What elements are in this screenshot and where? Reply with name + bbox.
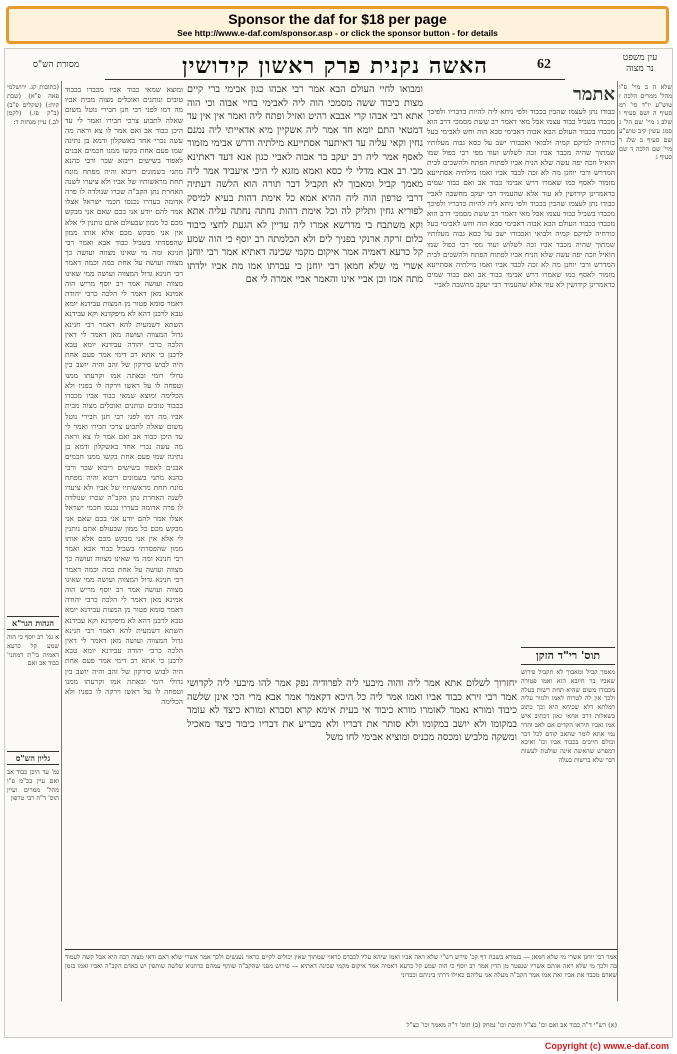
talmud-page xyxy=(4,48,673,1038)
page-number: 62 xyxy=(537,57,551,72)
haghot-hagra-box xyxy=(7,614,59,734)
page-title: האשה נקנית פרק ראשון קידושין xyxy=(182,53,488,79)
sponsor-title[interactable]: Sponsor the daf for $18 per page xyxy=(228,11,447,27)
footer-rule xyxy=(65,949,617,950)
gemara-opening-word: אתמר xyxy=(572,84,615,105)
column-divider xyxy=(61,81,62,1001)
tosafot-heading: תוס' רי"ד הזקן xyxy=(521,647,615,665)
masoret-hashas-label: מסורת הש"ס xyxy=(32,60,80,70)
sponsor-subtitle[interactable]: See http://www.e-daf.com/sponsor.asp - or click the sponsor button - for details xyxy=(177,28,498,38)
header-rule xyxy=(105,79,565,80)
ein-mishpat-label: עין משפט נר מצוה xyxy=(622,53,658,74)
sponsor-banner[interactable] xyxy=(6,6,669,44)
gilyon-hashas-text: גמ' עד היכן כבוד אב ואם עיין בכ"מ פ"ו מהל' ממרים ועיין תוס' ד"ה רבי טרפון xyxy=(7,768,59,803)
copyright-link[interactable]: Copyright (c) www.e-daf.com xyxy=(544,1041,669,1051)
footer-bottom-note: (א) רש"י ד"ה כבוד אב ואם וכו' כצ"ל ותיבת וכו' נמחק (ב) תוס' ד"ה מאמך וכו' כצ"ל xyxy=(406,1021,617,1029)
left-commentary-column: ומוצא שמאי כבוד אביו מכבדו בכבוד טובים ונותנים ואוכלים מצוה מבית אביו מה דמו לפני רבי חנן חבירי נוטל משום שאלה לתבוע צרכי חבירו ואמר לי עד היכן כבוד אב ואם אמר לו צא וראה מה עשה נכרי אחד באשקלון ודמא בן נתינה שמו פעם אחת בקשו ממנו חכמים אבנים לאפוד בשישים ריבוא שכר ורבי כהנא מתני בשמונים ריבוא והיה מפתח מונח תחת מראשותיו של אביו ולא ציערו לשנה האחרת נתן הקב"ה שכרו שנולדה לו פרה אדומה בעדרו נכנסו חכמי ישראל אצלו אמר להם יודע אני בכם שאם אני מבקש מכם כל ממון שבעולם אתם נותנין לי אלא אין אני מבקש מכם אלא אותו ממון שהפסדתי בשביל כבוד אבא ואמר רבי חנינא ומה מי שאינו מצווה ועושה כך מצווה ועושה על אחת כמה וכמה דאמר רבי חנינא גדול המצווה ועושה ממי שאינו מצווה ועושה אמר רב יוסף מריש הוה אמינא מאן דאמר לי הלכה כרבי יהודה דאמר סומא פטור מן המצות עבידנא יומא טבא לרבנן דהא לא מיפקדנא וקא עבידנא השתא דשמעית להא דאמר רבי חנינא גדול המצווה ועושה מאן דאמר לי דאין הלכה כרבי יהודה עבידנא יומא טבא לרבנן כי אתא רב דימי אמר פעם אחת היה לבוש סירקון של זהב והיה יושב בין גדולי רומי ובאתה אמו וקרעתו ממנו וטפחה לו על ראשו וירקה לו בפניו ולא הכלימה ומוצא שמאי כבוד אביו מכבדו בכבוד טובים ונותנים ואוכלים מצוה מבית אביו מה דמו לפני רבי חנן חבירי נוטל משום שאלה לתבוע צרכי חבירו ואמר לי עד היכן כבוד אב ואם אמר לו צא וראה מה עשה נכרי אחד באשקלון ודמא בן נתינה שמו פעם אחת בקשו ממנו חכמים אבנים לאפוד בשישים ריבוא שכר ורבי כהנא מתני בשמונים ריבוא והיה מפתח מונח תחת מראשותיו של אביו ולא ציערו לשנה האחרת נתן הקב"ה שכרו שנולדה לו פרה אדומה בעדרו נכנסו חכמי ישראל אצלו אמר להם יודע אני בכם שאם אני מבקש מכם כל ממון שבעולם אתם נותנין לי אלא אין אני מבקש מכם אלא אותו ממון שהפסדתי בשביל כבוד אבא ואמר רבי חנינא ומה מי שאינו מצווה ועושה כך מצווה ועושה על אחת כמה וכמה דאמר רבי חנינא גדול המצווה ועושה ממי שאינו מצווה ועושה אמר רב יוסף מריש הוה אמינא מאן דאמר לי הלכה כרבי יהודה דאמר סומא פטור מן המצות עבידנא יומא טבא לרבנן דהא לא מיפקדנא וקא עבידנא השתא דשמעית להא דאמר רבי חנינא גדול המצווה ועושה מאן דאמר לי דאין הלכה כרבי יהודה עבידנא יומא טבא לרבנן כי אתא רב דימי אמר פעם אחת היה לבוש סירקון של זהב והיה יושב בין גדולי רומי ובאתה אמו וקרעתו ממנו וטפחה לו על ראשו וירקה לו בפניו ולא הכלימה xyxy=(65,85,183,707)
tosafot-text: מאמך קביל ומאבוך לא תקביל פירוש שאביו בר חיובא הוא ואמו פטורה מכבודו משום שהיא תחת רשות בעלה ולכך אין לה לטרוח לאמו ולגזור עליה דמלתא דלא שכיחא היא וכך כתוב בשאלות דרב אחאי גאון דכתיב איש אמו ואביו תיראו הקדים אם לאב והדר נמי אתא לומר שהאב קודם לכל דבר וכולם חייבים בכבוד אביו וכו' ואיכא דמפרש שהאשה אינה שולטת לעשות דבר שלא ברשות בעלה xyxy=(521,668,615,764)
masoret-hashas-column: (כתובות קג. ירושלמי פאה פ"א) (שבת קיח:) (שקלים פ"ב) (ב"ק פז.) (לקמן לב.) עיין מנחות ד: xyxy=(7,83,59,127)
tosafot-box xyxy=(521,645,615,945)
haghot-hagra-text: א גמ' רב יוסף כי הוה שמע קל כרעא דאמיה בי"ת דמתני' כבוד אב ואם xyxy=(7,633,59,668)
rashi-column: אתמר כבודו נתן לעצמו שהבין בכבוד ולפי ניחא ליה להיות כדבריו ולפיכך מכבדו בשביל כבוד עצמו אבל מאי דאמר רב ששת מסמכי דרב הוא מכבדו בכבוד העולם הבא אבוה דאבימי סבא הוה וחש לאבימי בעל כורחיה למיקם קמיה ולבואי ואכבודו ישב על כסא גבוה מעלותיו שמתוך שהיה מכבד אביו זכה לשלוש ועוד מפי רבי כפול שמו הואיל וזכה יפה עשה שלא הניח אביו לפתוח הפתח ולהשכים לבית המדרש ורבי יוחנן מה לא זכה לכבד אביו ואמו מילתיה אסתייעא מזמור לאסף כמו שאמרו דרש אבימי כבוד אב ואם כבוד שמים כדאמרינן קידושין לא עוד אלא שהעמיד רבי יעקב מחשבה לאביי כבודו נתן לעצמו שהבין בכבוד ולפי ניחא ליה להיות כדבריו ולפיכך מכבדו בשביל כבוד עצמו אבל מאי דאמר רב ששת מסמכי דרב הוא מכבדו בכבוד העולם הבא אבוה דאבימי סבא הוה וחש לאבימי בעל כורחיה למיקם קמיה ולבואי ואכבודו ישב על כסא גבוה מעלותיו שמתוך שהיה מכבד אביו זכה לשלוש ועוד מפי רבי כפול שמו הואיל וזכה יפה עשה שלא הניח אביו לפתוח הפתח ולהשכים לבית המדרש ורבי יוחנן מה לא זכה לכבד אביו ואמו מילתיה אסתייעא מזמור לאסף כמו שאמרו דרש אבימי כבוד אב ואם כבוד שמים כדאמרינן קידושין לא עוד אלא שהעמיד רבי יעקב מחשבה לאביי xyxy=(427,84,615,290)
gilyon-hashas-heading: גליון הש"ס xyxy=(7,751,59,765)
gemara-lower: יחזרוך לשלום אתא אמר ליה והוה מיבעי ליה לפרודיה נפק אמר להו מיבעי ליה לקדושי אמר רבי זירא כבוד אביו ואמו אמר ליה כל היכא דקאמר אמר אבא מרי הכי אינן שלשה כיבוד ומורא נאמר לאומרו מורא כיבוד אי בעית אימא קרא וסברא ומורא כיצד לא עומד במקומו ולא יושב במקומו ולא סותר את דבריו ולא מכריע את דבריו כיבוד כיצד מאכיל ומשקה מלביש ומכסה מכניס ומוציא אבימי לחו משל xyxy=(187,678,517,744)
ein-mishpat-column: שלא ה ב מיי' פ"ו מהל' ממרים הלכה ז טוש"ע יו"ד סי' רמ סעיף ה ושם סעיף ו שלב ג מיי' שם הל' ג סמג עשין קיב טוש"ע שם סעיף ב שלג ד מיי' שם הלכה ד שם סעיף ג xyxy=(619,83,672,162)
column-divider xyxy=(617,81,618,1001)
gilyon-hashas-box xyxy=(7,749,59,859)
haghot-hagra-heading: הגהות הגר"א xyxy=(7,616,59,630)
gemara-upper: ומבואו לחיי העולם הבא אמר רבי אבהו כגון אבימי ברי קיים מצות כיבוד ששה מסמכי הוה ליה לאבימי בחיי אבוה וכי הוה אתא רבי אבהו קרי אבבא רהיט ואזיל ופתח ליה ואמר אין אין עד דמטאי התם יומא חד אמר ליה אשקיין מיא אדאייתי ליה נמנם גחין וקאי עליה עד דאיתער אסתייעא מילתיה ודרש אבימי מזמור לאסף אמר ליה רב יעקב בר אבוה לאביי כגון אנא דעד דאתינא מבי רב אבא מדלי לי כסא ואמא מזגא לי היכי איעביד אמר ליה מאמך קביל ומאבוך לא תקביל דבר תורה הוא הלשה דעתיה דרבי טרפון הוה ליה ההיא אמא כל אימת דהות בעיא למיסק לפוריא גחין ותליק לה וכל אימת דהות נחתה נחתה עליה אתא וקא משתבח בי מדרשא אמרו ליה עדיין לא הגעת לחצי כיבוד כלום זרקה ארנקי בפניך לים ולא הכלמתה רב יוסף כי הוה שמע קל כרעא דאמיה אמר איקום מקמי שכינה דאתיא אמר רבי יוחנן אשרי מי שלא חמאן רבי יוחנן כי עברתו אמו מת אביו ילדתו מתה אמו וכן אביי אינו והאמר אביי אמרה לי אם xyxy=(187,84,423,286)
footer-notes: אמר רבי יוחנן אשרי מי שלא חמאן — בגמרא בשבת דף קכ' פירש רש"י שלא ראה אביו ואמו שיהא עליו לכבדם כראוי שמתוך שאין יכולים לקיים כראוי נענשים ולכך אמר אשרי שלא ראם ודאי מצוה רבה היא אבל קשה לעמוד בה ולכך מי שלא ראה אותם אשריו שנפטר מן הדין אמר רב יוסף כי הוה שמע קל כרעא דאמיה אמר איקום מקמי שכינה דאתיא — פירוש מפני שהקב"ה שותף עמהם כדתניא שלשה שותפין יש באדם הקב"ה ואביו ואמו בזמן שאדם מכבד את אביו ואת אמו אמר הקב"ה מעלה אני עליהם כאילו דרתי ביניהם וכבדוני xyxy=(65,953,617,979)
